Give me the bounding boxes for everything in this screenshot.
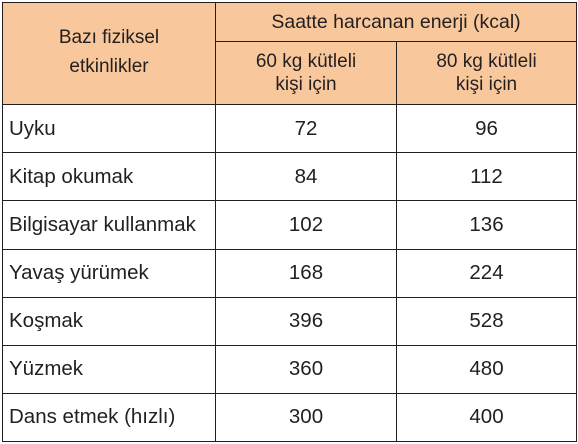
kcal-60-cell: 84	[216, 153, 397, 201]
activity-cell: Bilgisayar kullanmak	[3, 201, 216, 249]
table-row	[3, 345, 577, 393]
col-60kg-header	[216, 42, 397, 105]
activity-cell: Uyku	[3, 105, 216, 153]
energy-table	[2, 2, 577, 442]
kcal-60-cell: 72	[216, 105, 397, 153]
col-80kg-header	[397, 42, 577, 105]
kcal-60-cell: 360	[216, 345, 397, 393]
activity-cell: Yüzmek	[3, 345, 216, 393]
table-row	[3, 297, 577, 345]
table-row	[3, 201, 577, 249]
kcal-60-cell: 396	[216, 297, 397, 345]
kcal-80-cell: 224	[397, 249, 577, 297]
activities-header	[3, 3, 216, 105]
kcal-60-cell: 168	[216, 249, 397, 297]
kcal-80-cell: 96	[397, 105, 577, 153]
activity-cell: Yavaş yürümek	[3, 249, 216, 297]
table-row	[3, 153, 577, 201]
header-row-top	[3, 3, 577, 42]
col-80kg-header-line2: kişi için	[455, 74, 518, 96]
kcal-80-cell: 528	[397, 297, 577, 345]
kcal-60-cell: 300	[216, 393, 397, 441]
kcal-80-cell: 400	[397, 393, 577, 441]
activities-header-line1: Bazı fiziksel	[58, 27, 160, 48]
activity-cell: Koşmak	[3, 297, 216, 345]
kcal-80-cell: 136	[397, 201, 577, 249]
kcal-80-cell: 112	[397, 153, 577, 201]
kcal-80-cell: 480	[397, 345, 577, 393]
activities-header-line2: etkinlikler	[69, 56, 149, 77]
kcal-60-cell: 102	[216, 201, 397, 249]
col-80kg-header-line1: 80 kg kütleli	[436, 51, 537, 73]
table-row	[3, 249, 577, 297]
activity-cell: Kitap okumak	[3, 153, 216, 201]
table-row	[3, 393, 577, 441]
table-row	[3, 105, 577, 153]
col-60kg-header-line2: kişi için	[275, 74, 337, 96]
activity-cell: Dans etmek (hızlı)	[3, 393, 216, 441]
energy-header: Saatte harcanan enerji (kcal)	[216, 3, 577, 42]
col-60kg-header-line1: 60 kg kütleli	[255, 51, 357, 73]
